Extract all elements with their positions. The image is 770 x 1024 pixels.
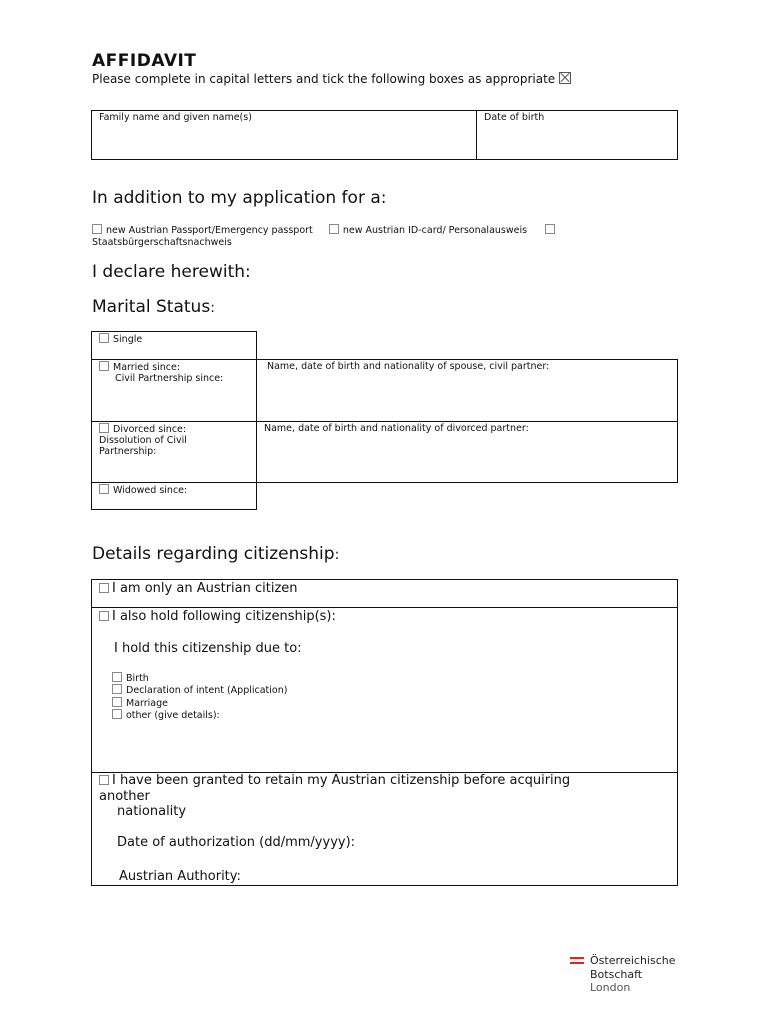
dual-citizenship-checkbox[interactable] bbox=[99, 611, 109, 621]
married-row[interactable] bbox=[91, 359, 257, 422]
divorced-label: Divorced since: bbox=[113, 424, 187, 435]
single-checkbox[interactable] bbox=[99, 333, 109, 343]
reason-declaration-label: Declaration of intent (Application) bbox=[126, 685, 288, 697]
instruction-label: Please complete in capital letters and tick the following boxes as appropriate bbox=[92, 72, 556, 86]
austrian-authority-label: Austrian Authority: bbox=[119, 869, 241, 884]
dob-field-label: Date of birth bbox=[484, 112, 545, 123]
logo-line3: London bbox=[590, 981, 631, 994]
divorced-partner-label: Name, date of birth and nationality of divorced partner: bbox=[264, 423, 529, 434]
austria-flag-icon bbox=[570, 957, 584, 967]
civil-partnership-label: Civil Partnership since: bbox=[115, 373, 224, 384]
reason-marriage-label: Marriage bbox=[126, 697, 168, 709]
reason-other-checkbox[interactable] bbox=[112, 709, 122, 719]
reason-other-label: other (give details): bbox=[126, 709, 220, 721]
reason-other bbox=[112, 709, 287, 721]
ticked-box-example-icon bbox=[559, 72, 571, 84]
logo-line1: Österreichische bbox=[590, 954, 676, 967]
marital-heading-colon: : bbox=[210, 300, 215, 316]
reason-declaration-checkbox[interactable] bbox=[112, 684, 122, 694]
retain-line2: another bbox=[99, 788, 150, 804]
reason-birth-label: Birth bbox=[126, 673, 149, 684]
divorced-option bbox=[99, 423, 187, 457]
widowed-checkbox[interactable] bbox=[99, 484, 109, 494]
only-austrian-label: I am only an Austrian citizen bbox=[112, 581, 298, 596]
spouse-details-label: Name, date of birth and nationality of spouse, civil partner: bbox=[267, 361, 550, 372]
citizenship-heading bbox=[92, 544, 339, 564]
due-to-label: I hold this citizenship due to: bbox=[114, 641, 302, 656]
name-field-label: Family name and given name(s) bbox=[99, 112, 252, 123]
retain-citizenship-row[interactable] bbox=[91, 772, 678, 886]
dual-citizenship-option bbox=[99, 609, 336, 624]
reason-declaration bbox=[112, 684, 287, 696]
single-row[interactable] bbox=[91, 331, 257, 360]
citizenship-heading-text: Details regarding citizenship bbox=[92, 544, 335, 564]
only-austrian-row[interactable] bbox=[91, 579, 678, 608]
dissolution-label: Dissolution of Civil bbox=[99, 435, 187, 446]
reason-birth-checkbox[interactable] bbox=[112, 672, 122, 682]
passport-checkbox[interactable] bbox=[92, 224, 102, 234]
only-austrian-option bbox=[99, 581, 298, 596]
married-label: Married since: bbox=[113, 362, 181, 373]
retain-citizenship-checkbox[interactable] bbox=[99, 775, 109, 785]
married-checkbox[interactable] bbox=[99, 361, 109, 371]
reason-marriage bbox=[112, 697, 287, 709]
name-field[interactable] bbox=[91, 110, 477, 160]
id-card-option-label: new Austrian ID-card/ Personalausweis bbox=[342, 225, 528, 236]
logo-line2: Botschaft bbox=[590, 967, 643, 981]
widowed-row[interactable] bbox=[91, 482, 257, 510]
only-austrian-checkbox[interactable] bbox=[99, 583, 109, 593]
authorization-date-label: Date of authorization (dd/mm/yyyy): bbox=[117, 835, 356, 850]
divorced-checkbox[interactable] bbox=[99, 423, 109, 433]
citizenship-proof-checkbox[interactable] bbox=[545, 224, 555, 234]
citizenship-proof-option-label: Staatsbürgerschaftsnachweis bbox=[92, 237, 232, 248]
id-card-checkbox[interactable] bbox=[329, 224, 339, 234]
citizenship-heading-colon: : bbox=[334, 547, 340, 563]
passport-option-label: new Austrian Passport/Emergency passport bbox=[106, 225, 313, 236]
widowed-label: Widowed since: bbox=[113, 485, 188, 496]
retain-line1: I have been granted to retain my Austrian citizenship before acquiring bbox=[112, 773, 571, 788]
dual-citizenship-label: I also hold following citizenship(s): bbox=[112, 609, 336, 624]
marital-heading-text: Marital Status bbox=[92, 297, 211, 317]
embassy-logo bbox=[590, 954, 676, 995]
single-label: Single bbox=[113, 334, 143, 345]
widowed-option bbox=[99, 484, 187, 496]
divorced-row[interactable] bbox=[91, 421, 257, 483]
partnership-label: Partnership: bbox=[99, 446, 157, 457]
application-heading: In addition to my application for a: bbox=[92, 188, 387, 208]
retain-citizenship-option bbox=[99, 773, 570, 820]
reason-marriage-checkbox[interactable] bbox=[112, 697, 122, 707]
single-option bbox=[99, 333, 142, 345]
divorced-partner-field[interactable] bbox=[256, 421, 678, 483]
dual-citizenship-row[interactable] bbox=[91, 607, 678, 773]
retain-line3: nationality bbox=[117, 804, 187, 819]
spouse-details-field[interactable] bbox=[256, 359, 678, 422]
reason-list bbox=[112, 672, 287, 721]
married-option bbox=[99, 361, 223, 384]
document-title: AFFIDAVIT bbox=[92, 51, 197, 71]
application-options bbox=[92, 224, 559, 236]
dob-field[interactable] bbox=[476, 110, 678, 160]
declare-heading: I declare herewith: bbox=[92, 262, 251, 282]
marital-heading bbox=[92, 297, 215, 317]
reason-birth bbox=[112, 672, 287, 684]
instruction-text bbox=[92, 72, 571, 86]
